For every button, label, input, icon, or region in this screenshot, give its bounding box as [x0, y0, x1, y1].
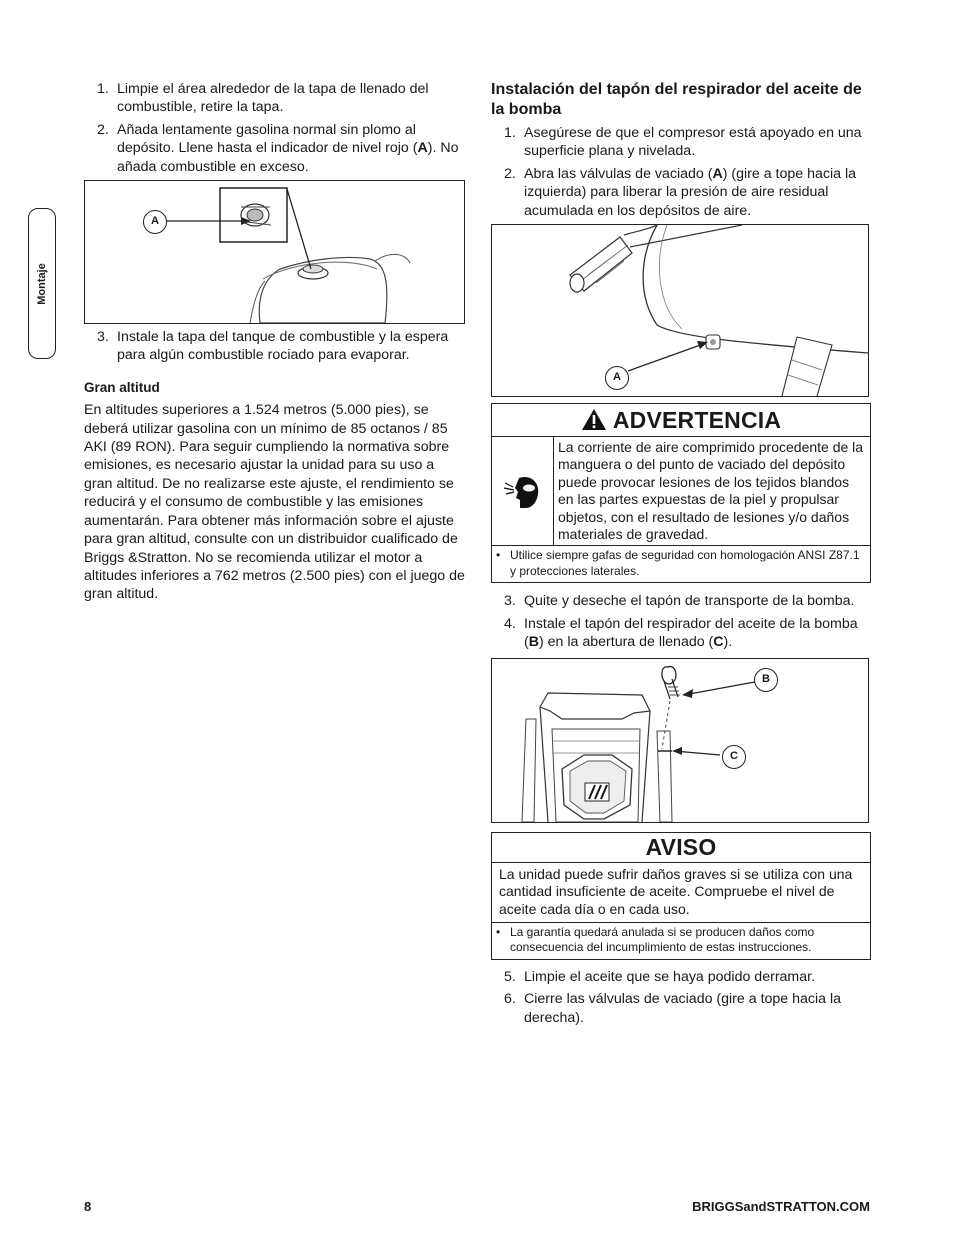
list-item: 2. Añada lentamente gasolina normal sin plomo al depósito. Llene hasta el indicador de nivel rojo (A). No añada combustible en exceso. [97, 121, 459, 175]
section-title: Instalación del tapón del respirador del aceite de la bomba [491, 81, 862, 118]
list-item: 3. Quite y deseche el tapón de transporte de la bomba. [504, 593, 855, 610]
warning-box [491, 403, 871, 583]
drain-valve-figure [491, 224, 869, 397]
callout-c: C [722, 745, 746, 769]
notice-text: La unidad puede sufrir daños graves si se utiliza con una cantidad insuficiente de aceite. Compruebe el nivel de aceite cada día o en cada uso. [492, 863, 870, 923]
footer-website: BRIGGSandSTRATTON.COM [692, 1199, 870, 1214]
pump-illustration [492, 659, 868, 822]
breather-plug-figure [491, 658, 869, 823]
list-item: 4. Instale el tapón del respirador del aceite de la bomba (B) en la abertura de llenado (C). [504, 615, 858, 651]
high-altitude-heading: Gran altitud [84, 379, 160, 395]
breather-steps-b [491, 592, 871, 651]
high-altitude-paragraph: En altitudes superiores a 1.524 metros (5.000 pies), se deberá utilizar gasolina con un mínimo de 85 octanos / 85 AKI (89 RON). Para seguir cumpliendo la normativa sobre emisiones, es necesario ajustar la unidad para su uso a gran altitud. De no realizarse este ajuste, el rendimiento se reducirá y el consumo de combustible y las emisiones aumentarán. Para obtener más información sobre el ajuste para gran altitud, consulte con un distribuidor cualificado de Briggs &Stratton. No se recomienda utilizar el motor a altitudes inferiores a 762 metros (2.500 pies) con el juego de gran altitud. [84, 402, 465, 603]
section-tab-label: Montaje [36, 262, 48, 305]
right-column [491, 80, 871, 1031]
fuel-steps [84, 80, 466, 176]
warning-text: La corriente de aire comprimido procedente de la manguera o del punto de vaciado del depósito puede provocar lesiones de los tejidos blandos en las partes expuestas de la piel y propulsar objetos, con el resultado de lesiones y/o daños materiales de gravedad. [558, 439, 864, 543]
callout-b: B [754, 668, 778, 692]
list-item: 5. Limpie el aceite que se haya podido derramar. [504, 968, 816, 985]
warning-triangle-icon [581, 408, 607, 431]
callout-a: A [143, 210, 167, 234]
notice-title: AVISO [492, 833, 870, 863]
fuel-tank-illustration [85, 181, 464, 323]
left-column [84, 80, 466, 604]
air-hazard-icon [492, 437, 554, 545]
section-tab [28, 208, 56, 359]
warning-bullet: • Utilice siempre gafas de seguridad con homologación ANSI Z87.1 y protecciones laterales. [496, 548, 860, 578]
list-item: 3. Instale la tapa del tanque de combustible y la espera para algún combustible rociado para evaporar. [97, 329, 449, 364]
notice-box [491, 832, 871, 960]
drain-valve-illustration [492, 225, 868, 396]
breather-steps-c [491, 968, 871, 1027]
notice-bullet: • La garantía quedará anulada si se producen daños como consecuencia del incumplimiento de estas instrucciones. [496, 924, 815, 955]
fuel-steps-continued [84, 328, 466, 365]
breather-steps-a [491, 124, 871, 220]
list-item: 1. Limpie el área alrededor de la tapa de llenado del combustible, retire la tapa. [97, 81, 429, 116]
list-item: 2. Abra las válvulas de vaciado (A) (gire a tope hacia la izquierda) para liberar la presión de aire residual acumulada en los depósitos de aire. [504, 165, 857, 219]
fuel-tank-figure [84, 180, 465, 324]
callout-a: A [605, 366, 629, 390]
page-number: 8 [84, 1199, 92, 1214]
list-item: 6. Cierre las válvulas de vaciado (gire a tope hacia la derecha). [504, 991, 842, 1026]
list-item: 1. Asegúrese de que el compresor está apoyado en una superficie plana y nivelada. [504, 125, 862, 160]
warning-title: ADVERTENCIA [492, 404, 870, 437]
